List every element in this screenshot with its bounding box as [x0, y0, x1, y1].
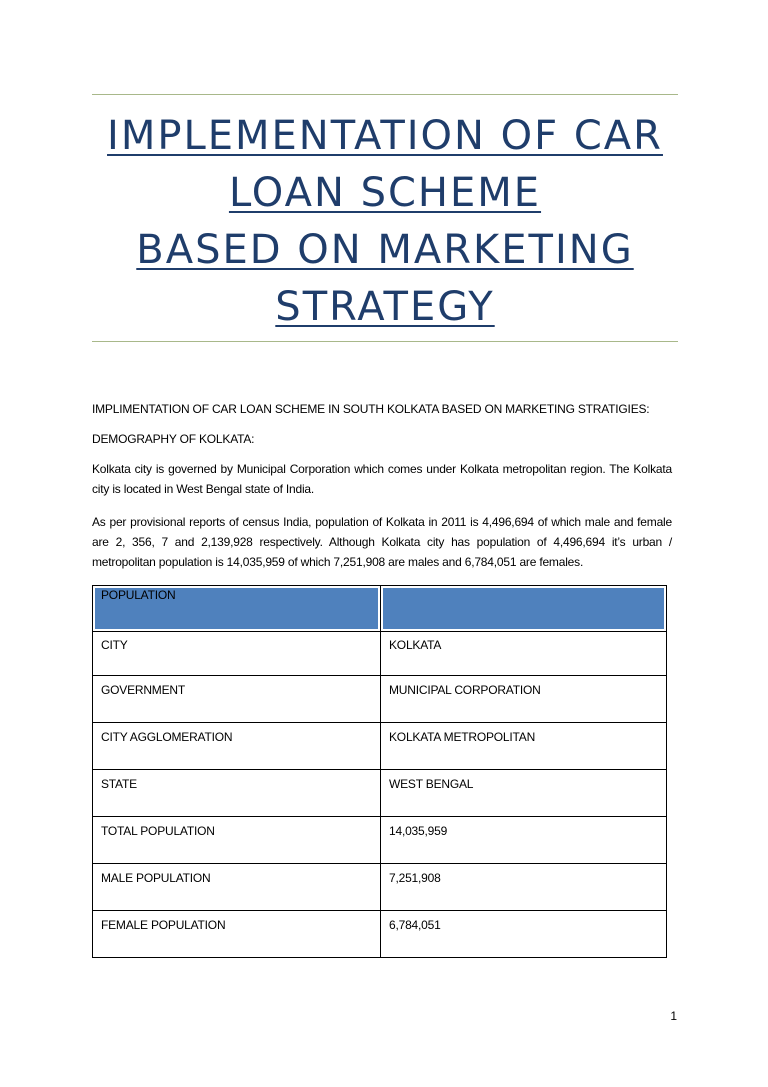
table-value-cell: MUNICIPAL CORPORATION: [381, 676, 667, 723]
table-row: [93, 723, 667, 770]
table-row: [93, 817, 667, 864]
census-paragraph: As per provisional reports of census India, population of Kolkata in 2011 is 4,496,694 of which male and female are 2, 356, 7 and 2,139,928 respectively. Although Kolkata city has population of 4,496,694 it’s urban / metropolitan population is 14,035,959 of which 7,251,908 are males and 6,784,051 are females.: [92, 515, 672, 569]
table-header-cell: POPULATION: [93, 586, 381, 632]
title-line: BASED ON MARKETING: [136, 227, 634, 273]
population-table: [92, 585, 667, 958]
table-value-cell: 14,035,959: [381, 817, 667, 864]
table-header-row: [93, 586, 667, 632]
table-header-cell: [381, 586, 667, 632]
table-row: [93, 676, 667, 723]
document-title: [92, 108, 678, 336]
title-top-rule: [92, 94, 678, 95]
table-label-cell: FEMALE POPULATION: [93, 911, 381, 958]
title-line: STRATEGY: [275, 284, 495, 330]
table-label-cell: TOTAL POPULATION: [93, 817, 381, 864]
title-line: LOAN SCHEME: [228, 170, 542, 216]
table-row: [93, 864, 667, 911]
title-line: IMPLEMENTATION OF CAR: [107, 113, 663, 159]
page-number: 1: [670, 1009, 677, 1023]
table-label-cell: CITY AGGLOMERATION: [93, 723, 381, 770]
table-value-cell: KOLKATA: [381, 632, 667, 676]
table-row: [93, 632, 667, 676]
table-label-cell: MALE POPULATION: [93, 864, 381, 911]
title-bottom-rule: [92, 341, 678, 342]
table-value-cell: KOLKATA METROPOLITAN: [381, 723, 667, 770]
table-row: [93, 911, 667, 958]
table-row: [93, 770, 667, 817]
table-value-cell: 7,251,908: [381, 864, 667, 911]
section-heading: IMPLIMENTATION OF CAR LOAN SCHEME IN SOUTH KOLKATA BASED ON MARKETING STRATIGIES:: [92, 402, 650, 416]
table-label-cell: GOVERNMENT: [93, 676, 381, 723]
table-value-cell: 6,784,051: [381, 911, 667, 958]
subsection-heading: DEMOGRAPHY OF KOLKATA:: [92, 432, 255, 446]
table-label-cell: CITY: [93, 632, 381, 676]
intro-paragraph: Kolkata city is governed by Municipal Corporation which comes under Kolkata metropolitan region. The Kolkata city is located in West Bengal state of India.: [92, 462, 672, 496]
table-label-cell: STATE: [93, 770, 381, 817]
table-value-cell: WEST BENGAL: [381, 770, 667, 817]
